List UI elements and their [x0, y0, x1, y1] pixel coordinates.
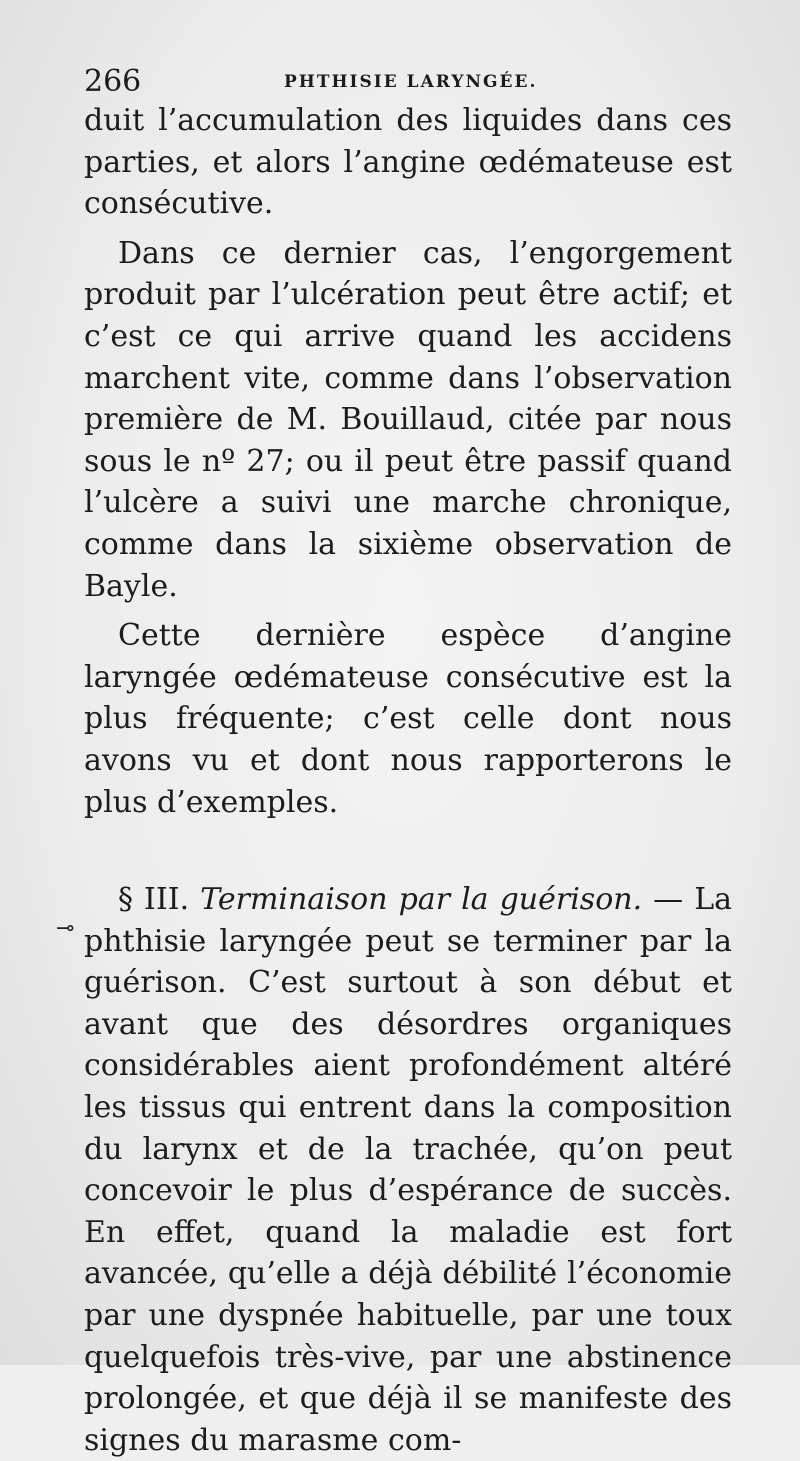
page-number: 266	[84, 64, 142, 99]
body-text	[84, 100, 732, 1461]
paragraph-frequency: Cette dernière espèce d’angine laryngée œdémateuse consécutive est la plus fréquente; c’est celle dont nous avons vu et dont nous rapporterons le plus d’exemples.	[84, 618, 732, 820]
paragraph-continuation: duit l’accumulation des liquides dans ces parties, et alors l’angine œdémateuse est consécutive.	[84, 103, 732, 222]
section-three-paragraph	[84, 879, 732, 1461]
page-header	[84, 64, 734, 104]
section-body: — La phthisie laryngée peut se terminer par la guérison. C’est surtout à son début et avant que des désordres organiques considérables aient profondément altéré les tissus qui entrent dans la composition du larynx et de la trachée, qu’on peut concevoir le plus d’espérance de succès. En effet, quand la maladie est fort avancée, qu’elle a déjà débilité l’économie par une dyspnée habituelle, par une toux quelquefois très-vive, par une abstinence prolongée, et que déjà il se manifeste des signes du marasme com-	[84, 882, 733, 1458]
section-mark: § III.	[118, 882, 190, 918]
running-title: PHTHISIE LARYNGÉE.	[284, 72, 538, 92]
paragraph-engorgement: Dans ce dernier cas, l’engorgement produit par l’ulcération peut être actif; et c’est ce qui arrive quand les accidens marchent vite, comme dans l’observation première de M. Bouillaud, citée par nous sous le nº 27; ou il peut être passif quand l’ulcère a suivi une marche chronique, comme dans la sixième observation de Bayle.	[84, 235, 732, 604]
section-title: Terminaison par la guérison.	[200, 882, 643, 918]
margin-pen-mark: ⊸	[56, 916, 75, 941]
